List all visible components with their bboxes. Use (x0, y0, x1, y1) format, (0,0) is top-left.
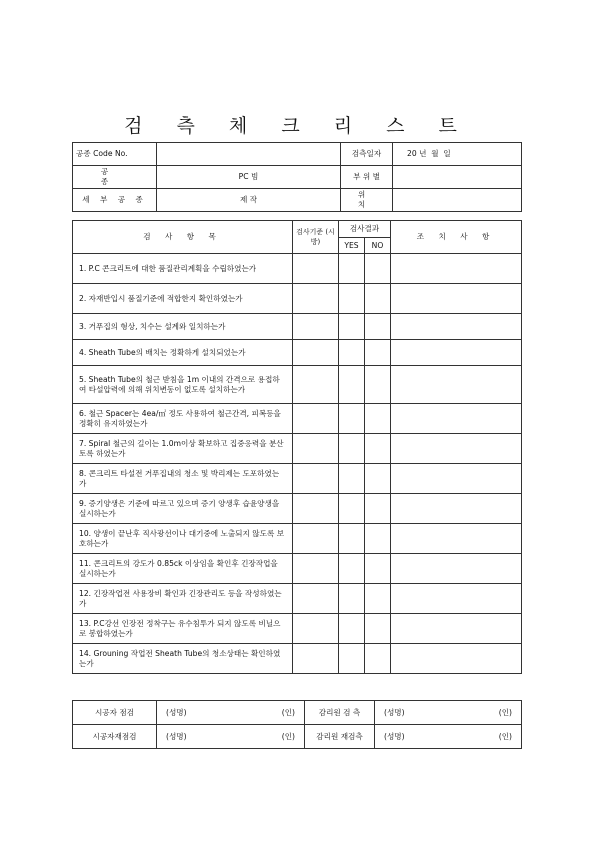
location-label: 위 치 (341, 189, 393, 212)
table-row (73, 314, 522, 340)
checklist-item-text: 8. 콘크리트 타설전 거푸집내의 청소 및 박리제는 도포하였는가 (73, 464, 293, 494)
inspection-date-field[interactable]: 20 년 월 일 (393, 143, 522, 166)
sign-placeholder: (성명) (384, 731, 405, 741)
no-checkbox-cell[interactable] (365, 254, 391, 284)
standard-cell[interactable] (293, 314, 339, 340)
signature-table (72, 700, 522, 749)
checklist-item-text: 11. 콘크리트의 강도가 0.85ck 이상임을 확인후 긴장작업을 실시하는가 (73, 554, 293, 584)
yes-checkbox-cell[interactable] (339, 584, 365, 614)
contractor-label: 시공자 점검 (73, 701, 157, 725)
action-cell[interactable] (391, 340, 522, 366)
no-checkbox-cell[interactable] (365, 340, 391, 366)
standard-cell[interactable] (293, 254, 339, 284)
info-table (72, 142, 522, 212)
yes-checkbox-cell[interactable] (339, 366, 365, 404)
no-checkbox-cell[interactable] (365, 464, 391, 494)
table-row (73, 464, 522, 494)
standard-cell[interactable] (293, 614, 339, 644)
action-header: 조 치 사 항 (391, 221, 522, 254)
table-row (73, 284, 522, 314)
document-title: 검 측 체 크 리 스 트 (124, 115, 471, 137)
yes-checkbox-cell[interactable] (339, 254, 365, 284)
supervisor-recheck-sign-field[interactable] (375, 725, 522, 749)
standard-cell[interactable] (293, 464, 339, 494)
standard-cell[interactable] (293, 434, 339, 464)
checklist-item-text: 3. 거푸집의 형상, 치수는 설계와 일치하는가 (73, 314, 293, 340)
contractor-recheck-sign-field[interactable] (157, 725, 305, 749)
sign-placeholder: (성명) (166, 731, 187, 741)
items-header: 검 사 항 목 (73, 221, 293, 254)
checklist-item-text: 2. 자재반입시 품질기준에 적합한지 확인하였는가 (73, 284, 293, 314)
standard-cell[interactable] (293, 340, 339, 366)
sign-placeholder: (성명) (384, 707, 405, 717)
no-checkbox-cell[interactable] (365, 644, 391, 674)
no-checkbox-cell[interactable] (365, 554, 391, 584)
yes-checkbox-cell[interactable] (339, 434, 365, 464)
supervisor-recheck-label: 감리원 재검측 (305, 725, 375, 749)
seal-mark: (인) (498, 707, 512, 717)
sub-work-label: 세 부 공 종 (73, 189, 157, 212)
action-cell[interactable] (391, 644, 522, 674)
standard-cell[interactable] (293, 644, 339, 674)
action-cell[interactable] (391, 524, 522, 554)
checklist-item-text: 1. P.C 콘크리트에 대한 품질관리계획을 수립하였는가 (73, 254, 293, 284)
no-checkbox-cell[interactable] (365, 284, 391, 314)
checklist-table (72, 220, 522, 674)
action-cell[interactable] (391, 584, 522, 614)
sub-work-field[interactable]: 제 작 (157, 189, 341, 212)
work-code-label: 공종 Code No. (73, 143, 157, 166)
action-cell[interactable] (391, 554, 522, 584)
seal-mark: (인) (281, 707, 295, 717)
standard-cell[interactable] (293, 494, 339, 524)
table-row (73, 254, 522, 284)
yes-checkbox-cell[interactable] (339, 464, 365, 494)
yes-checkbox-cell[interactable] (339, 314, 365, 340)
no-checkbox-cell[interactable] (365, 434, 391, 464)
yes-header: YES (339, 238, 365, 254)
action-cell[interactable] (391, 434, 522, 464)
sign-placeholder: (성명) (166, 707, 187, 717)
standard-cell[interactable] (293, 524, 339, 554)
checklist-item-text: 5. Sheath Tube의 철근 받침을 1m 이내의 간격으로 용접하여 타설압력에 의해 위치변동이 없도록 설치하는가 (73, 366, 293, 404)
action-cell[interactable] (391, 254, 522, 284)
checklist-item-text: 4. Sheath Tube의 배치는 정확하게 설치되었는가 (73, 340, 293, 366)
seal-mark: (인) (281, 731, 295, 741)
yes-checkbox-cell[interactable] (339, 340, 365, 366)
contractor-sign-field[interactable] (157, 701, 305, 725)
seal-mark: (인) (498, 731, 512, 741)
yes-checkbox-cell[interactable] (339, 494, 365, 524)
supervisor-label: 감리원 검 측 (305, 701, 375, 725)
no-checkbox-cell[interactable] (365, 614, 391, 644)
no-checkbox-cell[interactable] (365, 584, 391, 614)
action-cell[interactable] (391, 494, 522, 524)
yes-checkbox-cell[interactable] (339, 524, 365, 554)
table-row (73, 524, 522, 554)
no-checkbox-cell[interactable] (365, 494, 391, 524)
yes-checkbox-cell[interactable] (339, 554, 365, 584)
yes-checkbox-cell[interactable] (339, 404, 365, 434)
table-row (73, 340, 522, 366)
inspection-date-label: 검측일자 (341, 143, 393, 166)
action-cell[interactable] (391, 614, 522, 644)
action-cell[interactable] (391, 464, 522, 494)
part-field[interactable] (393, 166, 522, 189)
checklist-item-text: 6. 철근 Spacer는 4ea/㎡ 정도 사용하여 철근간격, 피복등을 정확히 유지하였는가 (73, 404, 293, 434)
checklist-item-text: 12. 긴장작업전 사용장비 확인과 긴장관리도 등을 작성하였는가 (73, 584, 293, 614)
table-row (73, 366, 522, 404)
checklist-item-text: 9. 증기양생은 기준에 따르고 있으며 증기 양생후 습윤양생을 실시하는가 (73, 494, 293, 524)
supervisor-sign-field[interactable] (375, 701, 522, 725)
part-label: 부 위 별 (341, 166, 393, 189)
yes-checkbox-cell[interactable] (339, 614, 365, 644)
standard-cell[interactable] (293, 584, 339, 614)
table-row (73, 644, 522, 674)
yes-checkbox-cell[interactable] (339, 284, 365, 314)
result-header: 검사결과 (339, 221, 391, 238)
no-checkbox-cell[interactable] (365, 366, 391, 404)
table-row (73, 554, 522, 584)
standard-cell[interactable] (293, 366, 339, 404)
standard-cell[interactable] (293, 554, 339, 584)
table-row (73, 494, 522, 524)
no-header: NO (365, 238, 391, 254)
checklist-item-text: 14. Grouning 작업전 Sheath Tube의 청소상태는 확인하였는가 (73, 644, 293, 674)
table-row (73, 614, 522, 644)
standard-cell[interactable] (293, 284, 339, 314)
action-cell[interactable] (391, 314, 522, 340)
contractor-recheck-label: 시공자재점검 (73, 725, 157, 749)
no-checkbox-cell[interactable] (365, 314, 391, 340)
standard-cell[interactable] (293, 404, 339, 434)
action-cell[interactable] (391, 366, 522, 404)
no-checkbox-cell[interactable] (365, 524, 391, 554)
work-type-field[interactable]: PC 빔 (157, 166, 341, 189)
standard-header: 검사기준 (시방) (293, 221, 339, 254)
yes-checkbox-cell[interactable] (339, 644, 365, 674)
action-cell[interactable] (391, 284, 522, 314)
checklist-item-text: 13. P.C강선 인장전 정착구는 유수침투가 되지 않도록 비닐으로 봉합하였는가 (73, 614, 293, 644)
table-row (73, 584, 522, 614)
action-cell[interactable] (391, 404, 522, 434)
no-checkbox-cell[interactable] (365, 404, 391, 434)
work-code-field[interactable] (157, 143, 341, 166)
table-row (73, 434, 522, 464)
checklist-item-text: 7. Spiral 철근의 길이는 1.0m이상 확보하고 집중응력을 분산토록 하였는가 (73, 434, 293, 464)
checklist-item-text: 10. 양생이 끝난후 직사광선이나 대기중에 노출되지 않도록 보호하는가 (73, 524, 293, 554)
work-type-label: 공 종 (73, 166, 157, 189)
table-row (73, 404, 522, 434)
location-field[interactable] (393, 189, 522, 212)
